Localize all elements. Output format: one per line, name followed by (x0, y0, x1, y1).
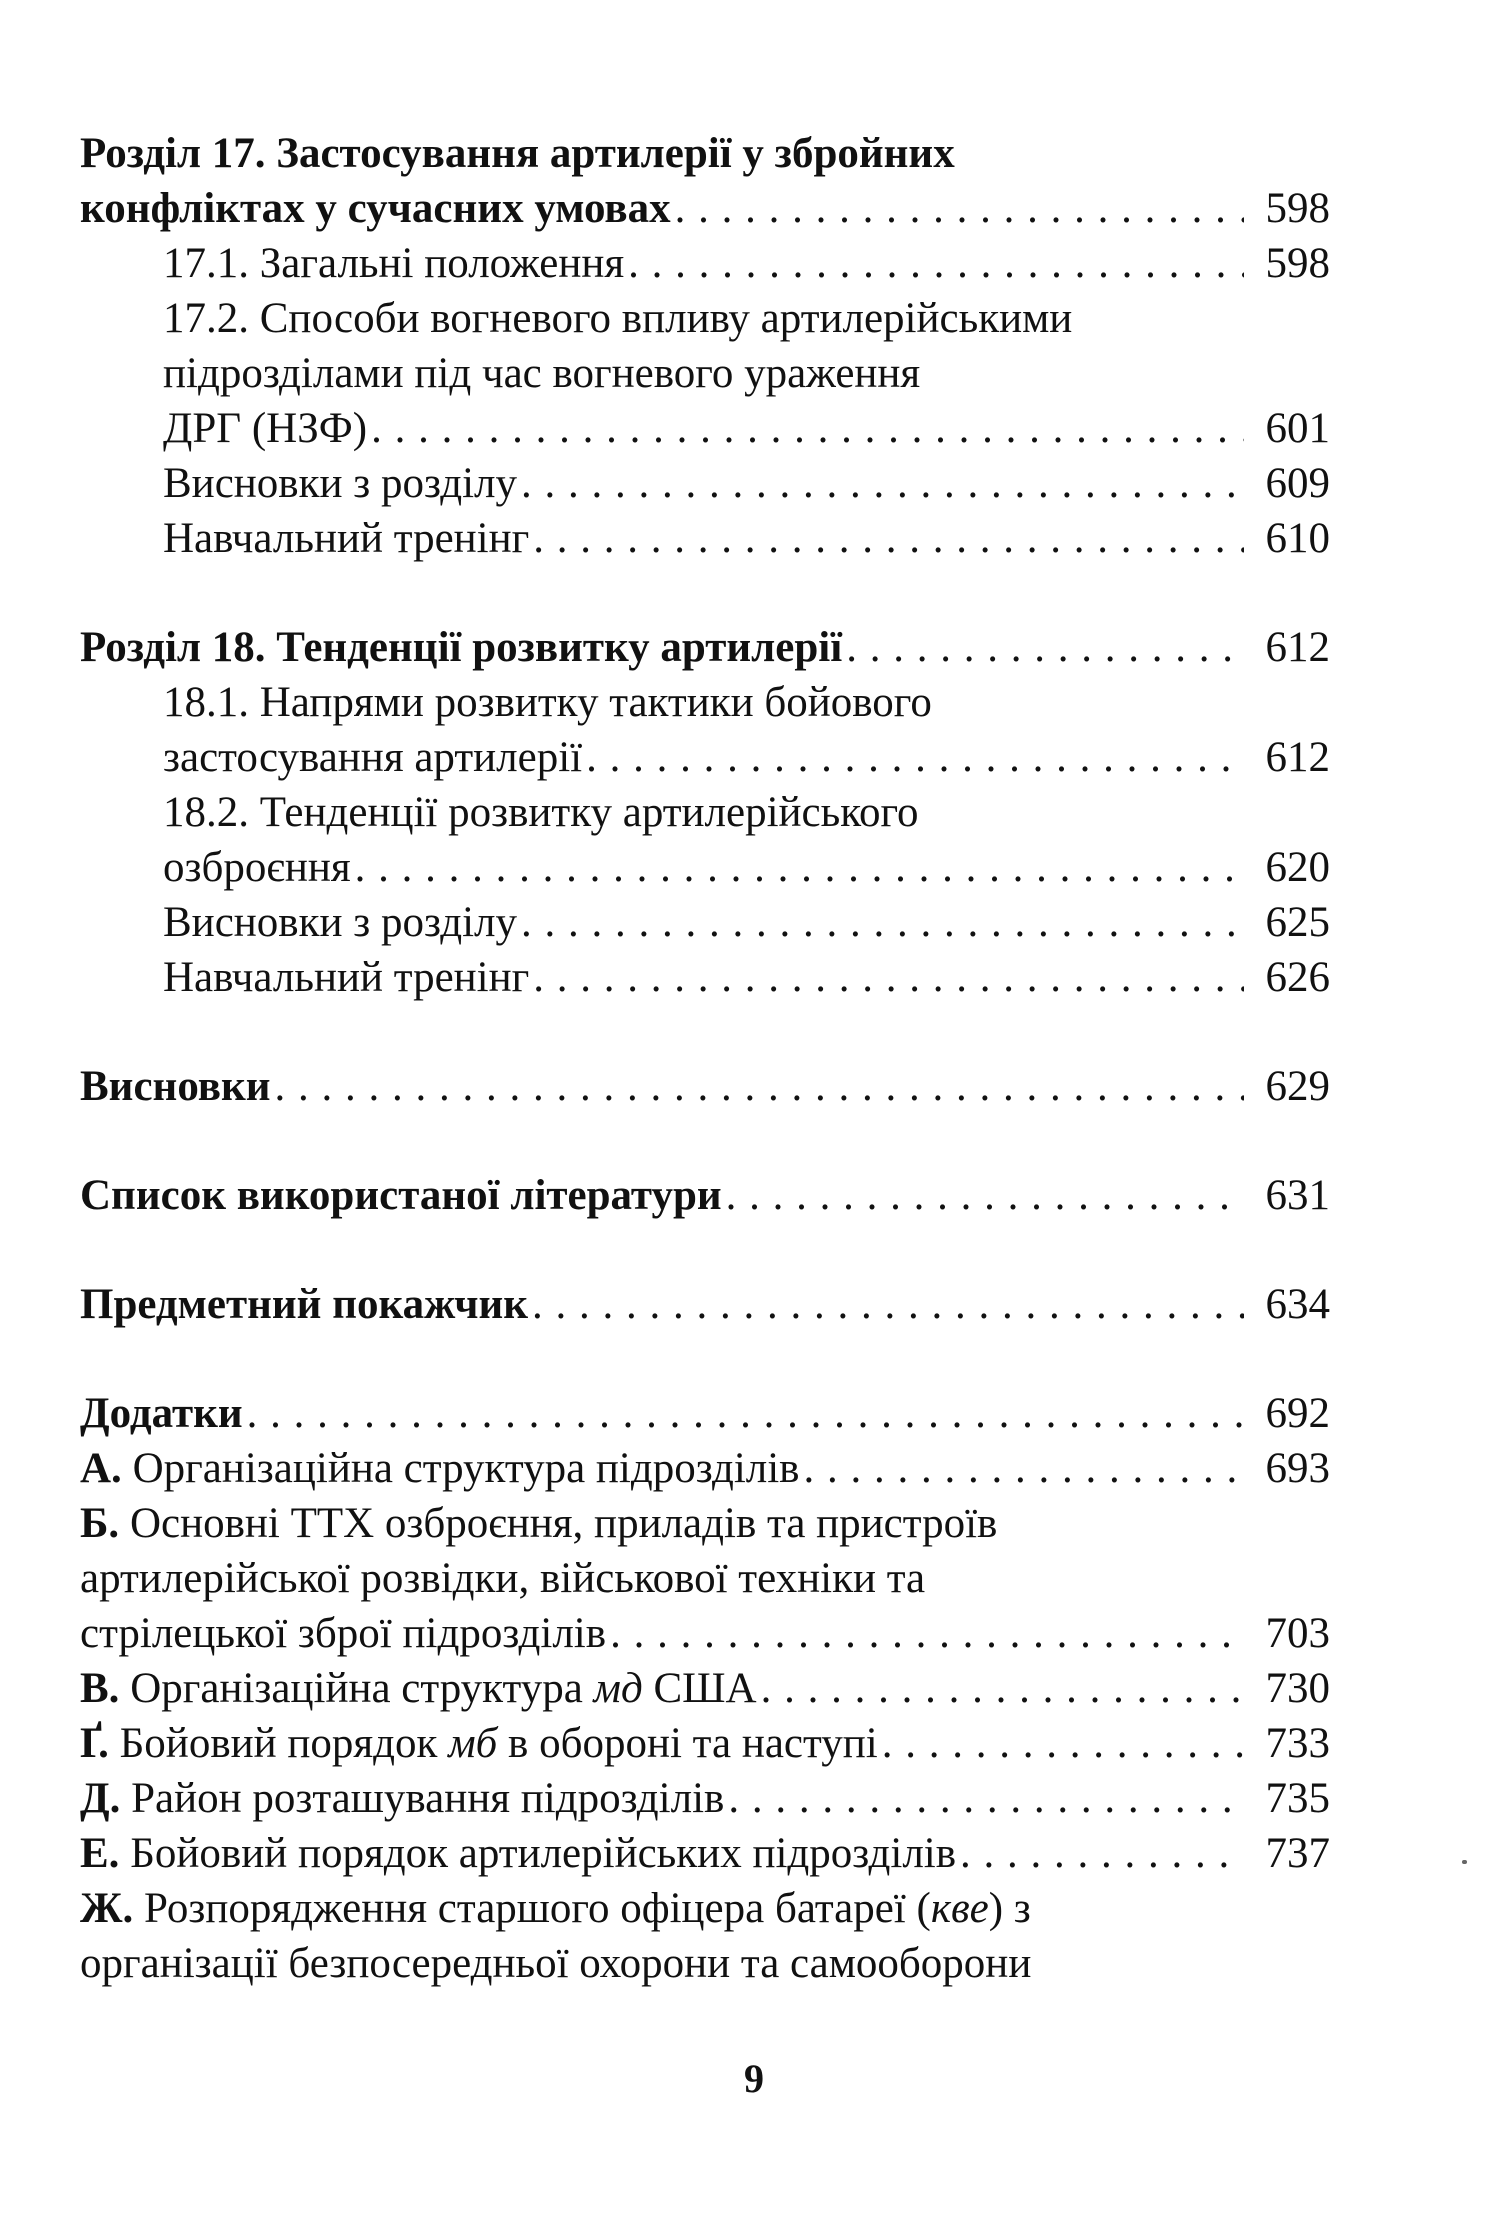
toc-item-text: Навчальний тренінг (163, 515, 530, 562)
page-ref: 703 (1265, 1610, 1330, 1657)
index-entry[interactable] (80, 1277, 1330, 1332)
appendix-letter: А. (80, 1445, 122, 1492)
appendix-text (80, 1661, 757, 1716)
appendix-title-end: ) з (988, 1885, 1031, 1932)
dot-leader (882, 1716, 1244, 1771)
dot-leader (803, 1441, 1244, 1496)
dot-leader (628, 236, 1244, 291)
page-number: 9 (744, 2056, 764, 2101)
toc-item-17-2[interactable] (80, 401, 1330, 456)
appendix-b-line1 (80, 1496, 1330, 1551)
references-title: Список використаної літератури (80, 1172, 722, 1219)
page-ref: 693 (1265, 1445, 1330, 1492)
toc-item-text: ДРГ (НЗФ) (163, 405, 368, 452)
dot-leader (371, 401, 1244, 456)
page-ref: 598 (1265, 240, 1330, 287)
appendix-text (80, 1716, 878, 1771)
appendix-text (80, 1441, 799, 1496)
toc-item-text: Висновки з розділу (163, 899, 517, 946)
index-title: Предметний покажчик (80, 1281, 529, 1328)
appendix-title: організації безпосередньої охорони та самооборони (80, 1940, 1032, 1987)
dot-leader (521, 456, 1244, 511)
dot-leader (728, 1771, 1244, 1826)
appendix-title-end: в обороні та наступі (508, 1720, 878, 1767)
appendices-title: Додатки (80, 1390, 243, 1437)
dot-leader (275, 1059, 1244, 1114)
page-ref: 620 (1265, 844, 1330, 891)
toc-item-text: 17.1. Загальні положення (163, 240, 625, 287)
section-17-title-line2: конфліктах у сучасних умовах (80, 185, 671, 232)
toc-item-text: Висновки з розділу (163, 460, 517, 507)
appendix-d[interactable] (80, 1771, 1330, 1826)
toc-item-18-1[interactable] (80, 730, 1330, 785)
appendix-title: Розпорядження старшого офіцера батареї ( (144, 1885, 931, 1932)
dot-leader (761, 1661, 1244, 1716)
appendix-text (80, 1771, 724, 1826)
toc-item-18-2-line1 (80, 785, 1330, 840)
appendix-letter: В. (80, 1665, 120, 1712)
appendix-title: стрілецької зброї підрозділів (80, 1610, 607, 1657)
spacer (80, 566, 1330, 620)
page-ref: 692 (1265, 1390, 1330, 1437)
references-entry[interactable] (80, 1168, 1330, 1223)
section-18-entry[interactable] (80, 620, 1330, 675)
page-ref: 610 (1265, 515, 1330, 562)
toc-item-18-1-line1 (80, 675, 1330, 730)
appendix-title: артилерійської розвідки, військової техніки та (80, 1555, 926, 1602)
abbreviation: мд (593, 1665, 643, 1712)
dot-leader (726, 1168, 1244, 1223)
appendix-b[interactable] (80, 1606, 1330, 1661)
dot-leader (675, 181, 1244, 236)
appendix-letter: Д. (80, 1775, 121, 1822)
toc-item-text: 18.2. Тенденції розвитку артилерійського (163, 789, 919, 836)
appendix-title: Організаційна структура підрозділів (132, 1445, 800, 1492)
page-ref: 730 (1265, 1665, 1330, 1712)
page-ref: 733 (1265, 1720, 1330, 1767)
dot-leader (247, 1386, 1244, 1441)
toc-item-17-2-line1 (80, 291, 1330, 346)
toc-item-17-1[interactable] (80, 236, 1330, 291)
section-17-entry[interactable] (80, 181, 1330, 236)
toc-item-text: озброєння (163, 844, 351, 891)
page-ref: 609 (1265, 460, 1330, 507)
spacer (80, 1332, 1330, 1386)
spacer (80, 1114, 1330, 1168)
section-18-title: Розділ 18. Тенденції розвитку артилерії (80, 624, 843, 671)
appendices-entry[interactable] (80, 1386, 1330, 1441)
conclusions-entry[interactable] (80, 1059, 1330, 1114)
appendix-text (80, 1826, 956, 1881)
conclusions-title: Висновки (80, 1063, 271, 1110)
section-17-title-line1 (80, 126, 1330, 181)
appendix-title: Бойовий порядок (119, 1720, 438, 1767)
page-ref: 626 (1265, 954, 1330, 1001)
abbreviation: кве (930, 1885, 989, 1932)
page-ref: 612 (1265, 734, 1330, 781)
toc-item-17-training[interactable] (80, 511, 1330, 566)
section-17-title-text: Розділ 17. Застосування артилерії у збройних (80, 130, 955, 177)
page-ref: 601 (1265, 405, 1330, 452)
dot-leader (846, 620, 1244, 675)
appendix-title: Основні ТТХ озброєння, приладів та пристроїв (129, 1500, 998, 1547)
dot-leader (533, 511, 1244, 566)
spacer (80, 1223, 1330, 1277)
page-ref: 612 (1265, 624, 1330, 671)
appendix-v[interactable] (80, 1661, 1330, 1716)
toc-item-text: застосування артилерії (163, 734, 583, 781)
dot-leader (533, 950, 1244, 1005)
appendix-e[interactable] (80, 1826, 1330, 1881)
table-of-contents (80, 126, 1330, 1991)
dot-leader (532, 1277, 1244, 1332)
appendix-title: Організаційна структура (130, 1665, 583, 1712)
appendix-letter: Ж. (80, 1885, 134, 1932)
toc-item-17-2-line2 (80, 346, 1330, 401)
appendix-title-end: США (653, 1665, 757, 1712)
dot-leader (960, 1826, 1244, 1881)
spacer (80, 1005, 1330, 1059)
dot-leader (521, 895, 1244, 950)
toc-item-18-conclusions[interactable] (80, 895, 1330, 950)
page-ref: 737 (1265, 1830, 1330, 1877)
dot-leader (610, 1606, 1244, 1661)
dot-leader (586, 730, 1244, 785)
toc-item-text: Навчальний тренінг (163, 954, 530, 1001)
appendix-letter: Е. (80, 1830, 120, 1877)
appendix-title: Район розташування підрозділів (131, 1775, 725, 1822)
appendix-letter: Б. (80, 1500, 120, 1547)
page-ref: 631 (1265, 1172, 1330, 1219)
toc-item-18-training[interactable] (80, 950, 1330, 1005)
appendix-a[interactable] (80, 1441, 1330, 1496)
page-ref: 598 (1265, 185, 1330, 232)
appendix-b-line2 (80, 1551, 1330, 1606)
dot-leader (355, 840, 1244, 895)
page-ref: 634 (1265, 1281, 1330, 1328)
toc-item-17-conclusions[interactable] (80, 456, 1330, 511)
scan-speck (1462, 1860, 1467, 1864)
toc-item-text: підрозділами під час вогневого ураження (163, 350, 921, 397)
toc-item-text: 17.2. Способи вогневого впливу артилерійськими (163, 295, 1073, 342)
appendix-zh-line1 (80, 1881, 1330, 1936)
toc-item-text: 18.1. Напрями розвитку тактики бойового (163, 679, 932, 726)
appendix-letter: Ґ. (80, 1720, 109, 1767)
appendix-zh-line2 (80, 1936, 1330, 1991)
abbreviation: мб (448, 1720, 498, 1767)
page-ref: 625 (1265, 899, 1330, 946)
page-ref: 735 (1265, 1775, 1330, 1822)
page-ref: 629 (1265, 1063, 1330, 1110)
toc-item-18-2[interactable] (80, 840, 1330, 895)
appendix-g[interactable] (80, 1716, 1330, 1771)
appendix-title: Бойовий порядок артилерійських підрозділів (130, 1830, 957, 1877)
